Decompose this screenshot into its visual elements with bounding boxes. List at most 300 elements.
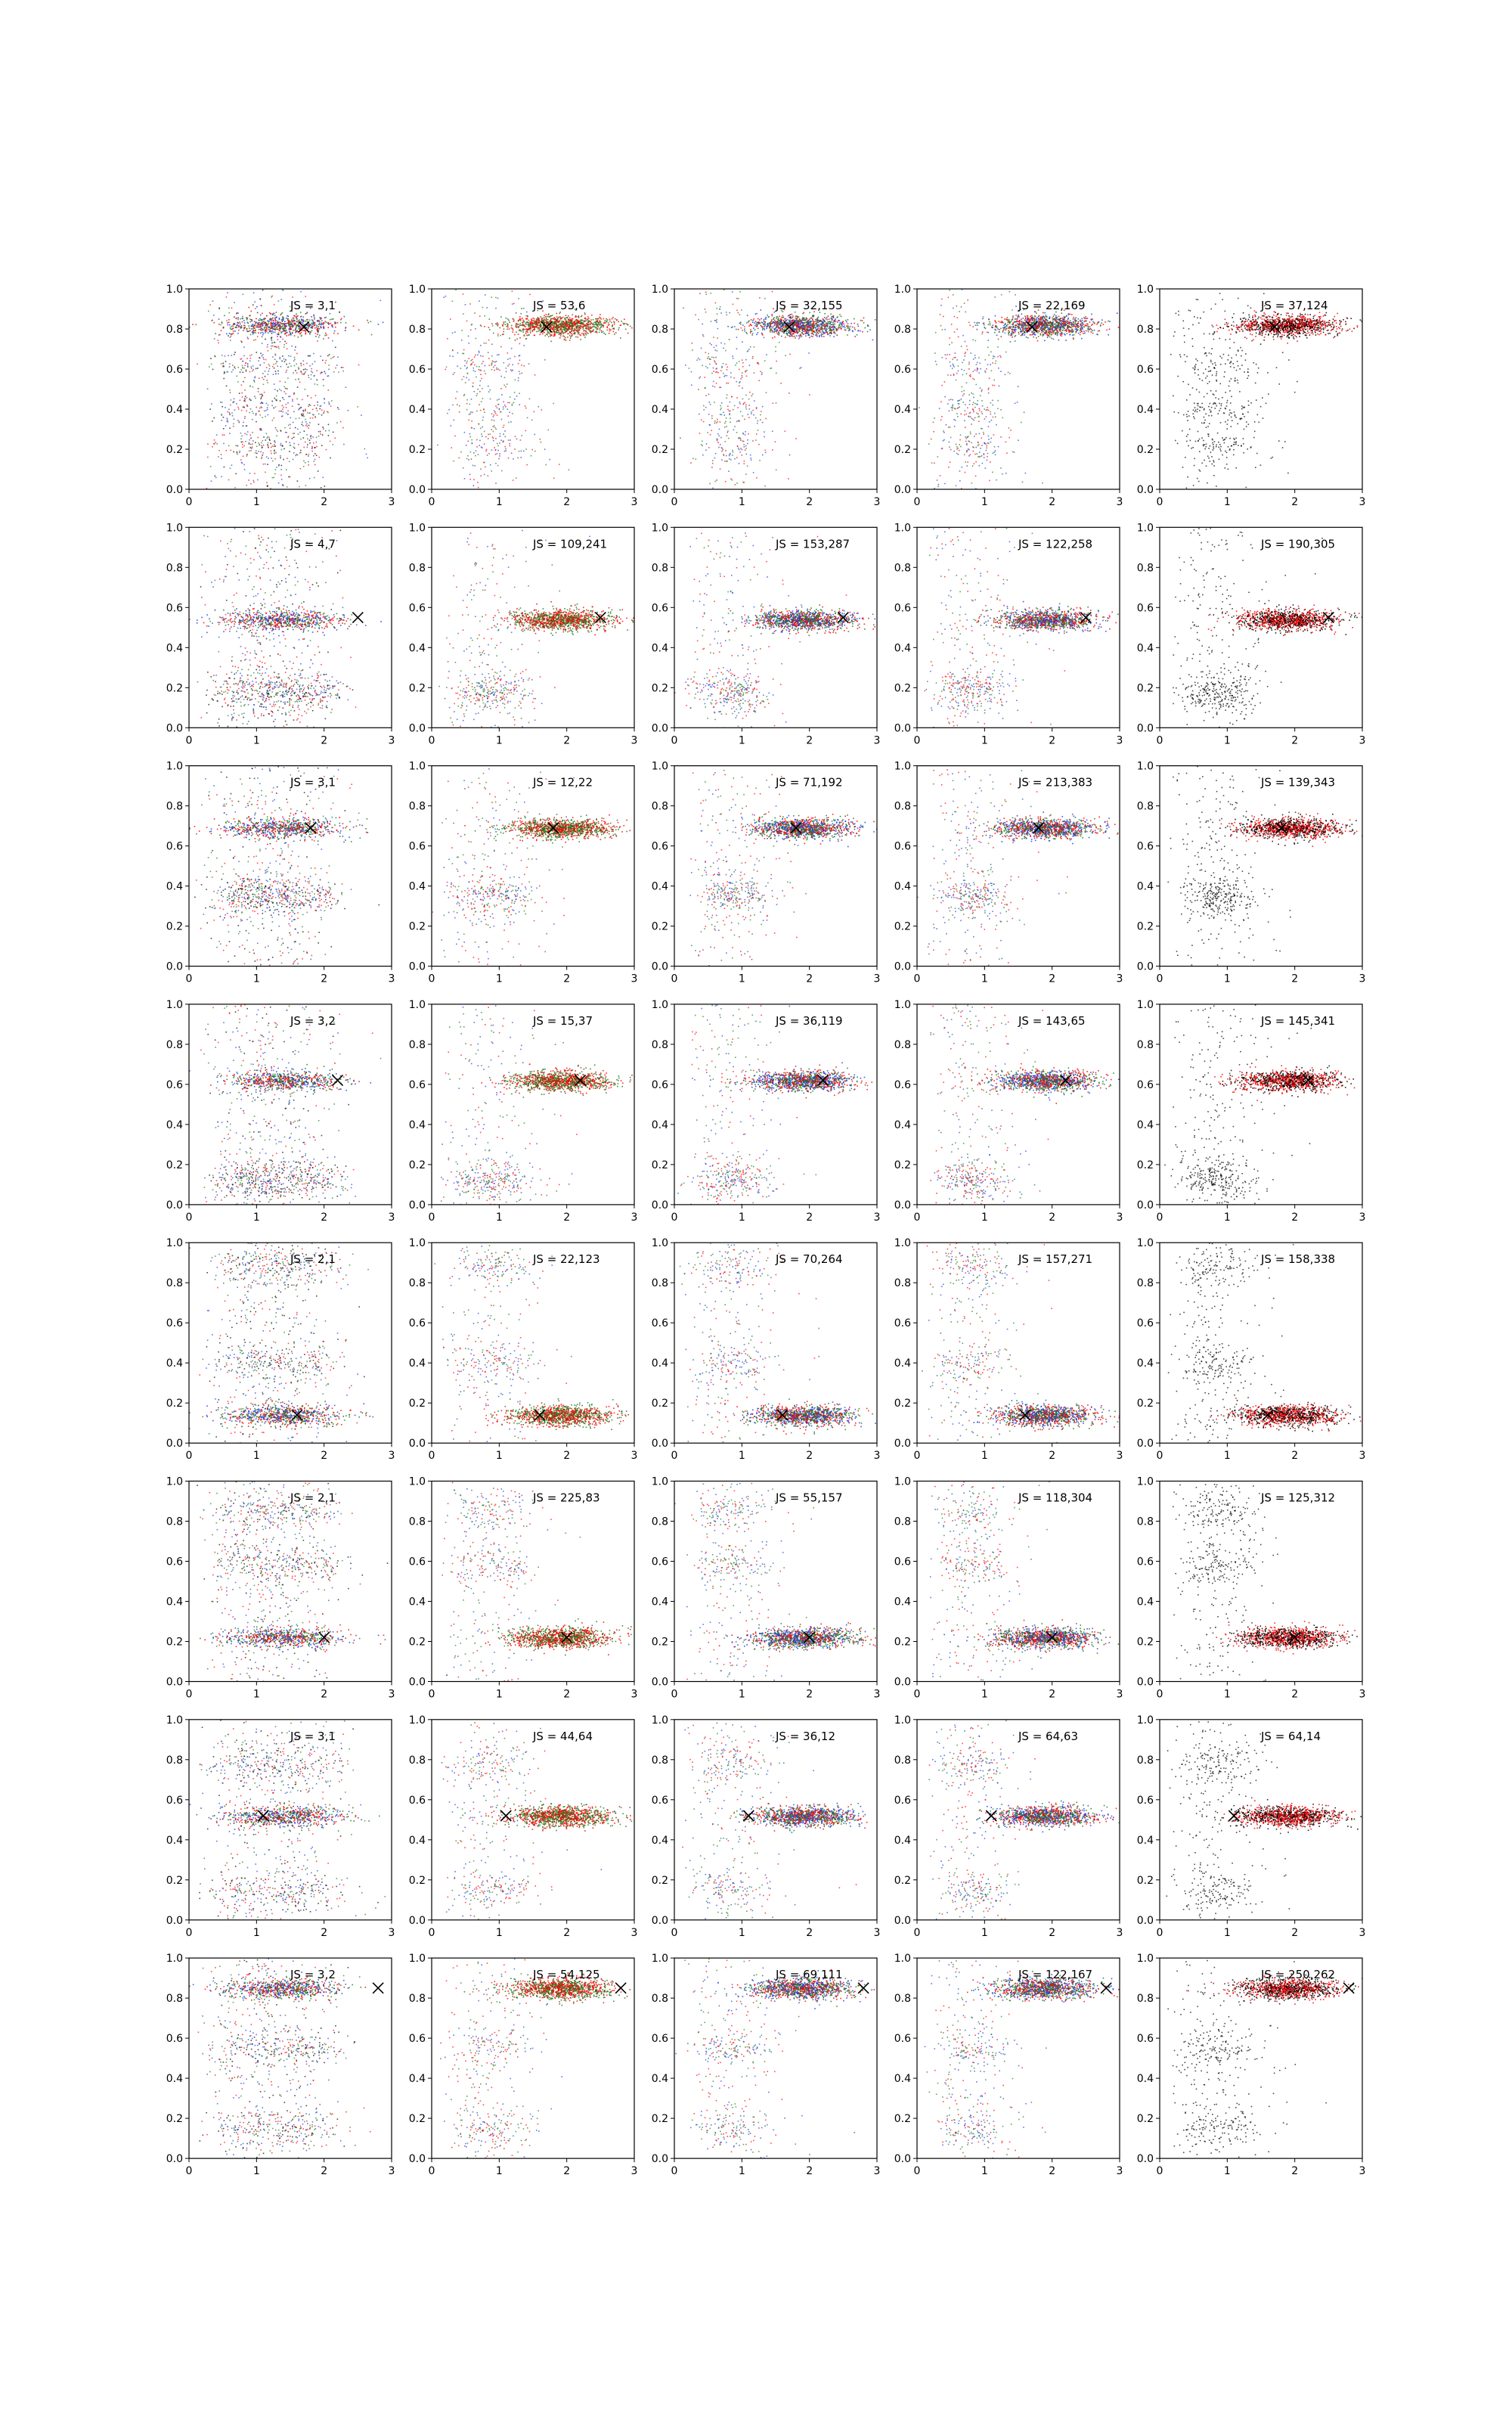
scatter-points: [189, 289, 383, 490]
axes-frame: [674, 1481, 877, 1682]
js-annotation: JS = 213,383: [1018, 776, 1092, 790]
x-tick-label: 1: [496, 734, 503, 746]
x-tick-label: 2: [1291, 1689, 1298, 1701]
x-tick-label: 3: [1359, 734, 1366, 746]
scatter-panel-r4-c1: [166, 999, 395, 1224]
y-tick-label: 0.8: [894, 1516, 911, 1528]
x-tick-label: 0: [1157, 496, 1163, 508]
axes-frame: [1160, 1958, 1362, 2158]
y-tick-label: 0.4: [1137, 404, 1154, 416]
y-tick-label: 0.0: [894, 2153, 911, 2165]
y-tick-label: 0.4: [166, 881, 183, 893]
x-tick-label: 0: [1157, 1927, 1163, 1939]
js-annotation: JS = 71,192: [775, 776, 843, 790]
y-tick-label: 0.6: [894, 1795, 911, 1807]
y-tick-label: 0.4: [1137, 642, 1154, 654]
y-tick-label: 1.0: [1137, 1476, 1154, 1488]
y-tick-label: 0.2: [166, 2113, 183, 2125]
js-annotation: JS = 190,305: [1260, 537, 1335, 551]
y-tick-label: 1.0: [409, 1953, 426, 1965]
y-tick-label: 0.0: [166, 1438, 183, 1450]
scatter-points: [1173, 1484, 1358, 1682]
y-tick-label: 0.0: [652, 1438, 668, 1450]
y-tick-label: 0.4: [166, 642, 183, 654]
axes-frame: [674, 289, 877, 489]
y-tick-label: 1.0: [652, 1476, 668, 1488]
y-tick-label: 1.0: [652, 1714, 668, 1727]
y-tick-label: 1.0: [894, 761, 911, 773]
x-tick-label: 2: [1049, 734, 1055, 746]
y-tick-label: 0.2: [1137, 921, 1154, 933]
scatter-points: [925, 528, 1121, 728]
x-tick-label: 1: [1224, 734, 1231, 746]
y-tick-label: 0.8: [894, 1993, 911, 2005]
x-tick-label: 2: [1049, 1450, 1055, 1462]
y-tick-label: 0.6: [1137, 364, 1154, 376]
x-tick-label: 0: [429, 1212, 435, 1224]
axes-frame: [189, 527, 392, 728]
y-tick-label: 0.0: [409, 1677, 426, 1689]
y-tick-label: 0.4: [166, 1119, 183, 1131]
x-tick-label: 1: [739, 1450, 745, 1462]
y-tick-label: 0.4: [409, 1835, 426, 1847]
x-tick-label: 2: [1049, 1927, 1055, 1939]
scatter-panel-r3-c4: [894, 761, 1123, 985]
scatter-panel-r8-c2: [409, 1953, 638, 2177]
axes-frame: [917, 1720, 1120, 1920]
y-tick-label: 0.6: [409, 1079, 426, 1091]
y-tick-label: 0.4: [652, 1357, 668, 1370]
y-tick-label: 0.4: [1137, 1119, 1154, 1131]
js-annotation: JS = 2,1: [290, 1491, 336, 1505]
y-tick-label: 0.8: [652, 1516, 668, 1528]
y-tick-label: 1.0: [409, 522, 426, 534]
y-tick-label: 0.2: [409, 1398, 426, 1410]
y-tick-label: 0.8: [894, 801, 911, 813]
y-tick-label: 0.4: [894, 1835, 911, 1847]
y-tick-label: 0.8: [652, 1277, 668, 1289]
y-tick-label: 0.2: [1137, 1398, 1154, 1410]
y-tick-label: 0.8: [409, 1993, 426, 2005]
x-tick-label: 1: [1224, 496, 1231, 508]
x-tick-label: 1: [496, 973, 503, 985]
x-tick-label: 3: [874, 496, 881, 508]
y-tick-label: 0.6: [166, 841, 183, 853]
scatter-panel-r2-c4: [894, 522, 1123, 746]
y-tick-label: 0.0: [894, 1438, 911, 1450]
axes-frame: [1160, 766, 1362, 966]
scatter-panel-r6-c5: [1137, 1476, 1366, 1701]
y-tick-label: 0.2: [1137, 444, 1154, 456]
scatter-points: [190, 1720, 386, 1921]
x-marker: [500, 1810, 511, 1821]
js-annotation: JS = 22,169: [1018, 299, 1086, 312]
scatter-panel-r7-c5: [1137, 1714, 1366, 1939]
x-tick-label: 3: [1117, 1450, 1123, 1462]
y-tick-label: 0.2: [652, 682, 668, 694]
y-tick-label: 0.8: [166, 1993, 183, 2005]
x-tick-label: 3: [389, 1212, 395, 1224]
y-tick-label: 0.2: [894, 1637, 911, 1649]
js-annotation: JS = 54,125: [532, 1968, 600, 1981]
x-marker: [1228, 1810, 1239, 1821]
y-tick-label: 0.8: [894, 1039, 911, 1051]
y-tick-label: 0.6: [894, 602, 911, 614]
x-tick-label: 0: [671, 1927, 678, 1939]
y-tick-label: 0.2: [166, 1398, 183, 1410]
x-tick-label: 3: [631, 496, 638, 508]
y-tick-label: 0.4: [652, 1596, 668, 1609]
js-annotation: JS = 122,167: [1018, 1968, 1092, 1981]
scatter-points: [189, 528, 382, 729]
y-tick-label: 1.0: [894, 1953, 911, 1965]
x-tick-label: 0: [429, 734, 435, 746]
y-tick-label: 1.0: [409, 761, 426, 773]
y-tick-label: 0.4: [166, 1357, 183, 1370]
y-tick-label: 0.8: [1137, 324, 1154, 336]
x-tick-label: 2: [321, 734, 327, 746]
y-tick-label: 0.8: [409, 562, 426, 574]
y-tick-label: 0.0: [652, 1677, 668, 1689]
y-tick-label: 0.0: [1137, 1915, 1154, 1927]
y-tick-label: 0.0: [166, 1677, 183, 1689]
x-tick-label: 3: [1117, 1927, 1123, 1939]
x-tick-label: 2: [1049, 973, 1055, 985]
x-tick-label: 0: [186, 2165, 193, 2177]
x-tick-label: 2: [321, 2165, 327, 2177]
x-tick-label: 1: [253, 734, 260, 746]
y-tick-label: 0.6: [652, 602, 668, 614]
x-tick-label: 3: [631, 1689, 638, 1701]
js-annotation: JS = 53,6: [532, 299, 585, 312]
x-tick-label: 2: [806, 734, 813, 746]
y-tick-label: 0.8: [1137, 562, 1154, 574]
y-tick-label: 0.2: [409, 1637, 426, 1649]
js-annotation: JS = 69,111: [775, 1968, 843, 1981]
x-tick-label: 3: [1117, 734, 1123, 746]
x-tick-label: 2: [563, 496, 570, 508]
js-annotation: JS = 122,258: [1018, 537, 1092, 551]
x-tick-label: 2: [1291, 1927, 1298, 1939]
y-tick-label: 0.0: [166, 2153, 183, 2165]
scatter-panel-r5-c4: [894, 1237, 1123, 1462]
x-tick-label: 0: [1157, 734, 1163, 746]
y-tick-label: 0.4: [894, 881, 911, 893]
scatter-panel-r7-c1: [166, 1714, 395, 1939]
y-tick-label: 0.8: [1137, 1277, 1154, 1289]
y-tick-label: 0.0: [166, 722, 183, 734]
scatter-panel-r8-c3: [652, 1953, 881, 2177]
y-tick-label: 0.4: [652, 1119, 668, 1131]
x-tick-label: 3: [1117, 1212, 1123, 1224]
x-tick-label: 1: [739, 734, 745, 746]
y-tick-label: 0.8: [409, 1039, 426, 1051]
scatter-points: [189, 1958, 393, 2159]
x-tick-label: 2: [563, 2165, 570, 2177]
x-tick-label: 3: [631, 1450, 638, 1462]
js-annotation: JS = 64,63: [1018, 1730, 1078, 1743]
scatter-points: [928, 1720, 1120, 1922]
x-tick-label: 2: [806, 2165, 813, 2177]
scatter-points: [674, 532, 878, 728]
y-tick-label: 0.0: [409, 484, 426, 496]
x-tick-label: 1: [981, 734, 988, 746]
y-tick-label: 0.8: [166, 1039, 183, 1051]
y-tick-label: 0.8: [409, 801, 426, 813]
x-tick-label: 0: [671, 1689, 678, 1701]
y-tick-label: 1.0: [1137, 1237, 1154, 1249]
scatter-panel-r8-c5: [1137, 1953, 1366, 2177]
scatter-panel-r6-c3: [652, 1476, 881, 1701]
scatter-points: [189, 1004, 381, 1206]
x-tick-label: 2: [321, 1689, 327, 1701]
y-tick-label: 0.8: [409, 1277, 426, 1289]
y-tick-label: 0.4: [652, 2073, 668, 2085]
js-annotation: JS = 36,12: [775, 1730, 835, 1743]
y-tick-label: 0.8: [894, 324, 911, 336]
y-tick-label: 0.6: [894, 364, 911, 376]
js-annotation: JS = 3,1: [290, 1730, 336, 1743]
scatter-panel-r5-c5: [1137, 1237, 1366, 1462]
x-tick-label: 2: [806, 496, 813, 508]
y-tick-label: 0.0: [409, 961, 426, 973]
x-tick-label: 1: [1224, 1927, 1231, 1939]
js-annotation: JS = 64,14: [1260, 1730, 1321, 1743]
x-tick-label: 2: [1049, 2165, 1055, 2177]
x-tick-label: 1: [981, 1689, 988, 1701]
scatter-panel-r1-c2: [409, 284, 638, 508]
x-tick-label: 3: [1359, 1212, 1366, 1224]
y-tick-label: 1.0: [1137, 284, 1154, 296]
y-tick-label: 0.6: [894, 1079, 911, 1091]
scatter-points: [432, 768, 635, 966]
axes-frame: [917, 1958, 1120, 2158]
y-tick-label: 0.6: [166, 1317, 183, 1329]
scatter-points: [1173, 528, 1363, 728]
x-tick-label: 3: [389, 734, 395, 746]
y-tick-label: 1.0: [166, 1476, 183, 1488]
y-tick-label: 0.8: [652, 562, 668, 574]
x-tick-label: 2: [1291, 1212, 1298, 1224]
y-tick-label: 1.0: [409, 1237, 426, 1249]
y-tick-label: 0.2: [409, 1159, 426, 1171]
js-annotation: JS = 153,287: [775, 537, 850, 551]
y-tick-label: 0.2: [652, 1398, 668, 1410]
x-tick-label: 0: [1157, 1450, 1163, 1462]
scatter-points: [930, 1481, 1121, 1681]
scatter-points: [189, 1243, 393, 1444]
scatter-panel-r2-c3: [652, 522, 881, 746]
y-tick-label: 1.0: [166, 1237, 183, 1249]
x-tick-label: 1: [981, 496, 988, 508]
y-tick-label: 0.2: [409, 2113, 426, 2125]
axes-frame: [432, 1004, 634, 1205]
x-tick-label: 3: [1117, 2165, 1123, 2177]
y-tick-label: 0.2: [894, 921, 911, 933]
js-annotation: JS = 125,312: [1260, 1491, 1335, 1505]
js-annotation: JS = 3,1: [290, 299, 336, 312]
y-tick-label: 0.0: [1137, 961, 1154, 973]
y-tick-label: 0.2: [166, 682, 183, 694]
x-tick-label: 2: [1291, 1450, 1298, 1462]
scatter-points: [674, 1483, 878, 1681]
x-tick-label: 0: [429, 1927, 435, 1939]
js-annotation: JS = 118,304: [1018, 1491, 1092, 1505]
x-tick-label: 1: [253, 1689, 260, 1701]
axes-frame: [917, 289, 1120, 489]
scatter-points: [925, 1960, 1121, 2158]
y-tick-label: 0.2: [1137, 1875, 1154, 1887]
x-tick-label: 0: [186, 1927, 193, 1939]
y-tick-label: 0.2: [894, 444, 911, 456]
y-tick-label: 0.0: [1137, 1199, 1154, 1212]
x-tick-label: 1: [253, 1450, 260, 1462]
x-tick-label: 2: [1291, 734, 1298, 746]
y-tick-label: 0.6: [652, 1795, 668, 1807]
x-marker: [858, 1983, 869, 1993]
scatter-points: [437, 290, 633, 489]
x-tick-label: 3: [389, 1689, 395, 1701]
x-tick-label: 0: [914, 973, 921, 985]
x-tick-label: 3: [1117, 973, 1123, 985]
scatter-panel-r4-c4: [894, 999, 1123, 1224]
x-tick-label: 1: [253, 1212, 260, 1224]
scatter-panel-r6-c4: [894, 1476, 1123, 1701]
x-tick-label: 0: [914, 1450, 921, 1462]
x-tick-label: 0: [914, 1927, 921, 1939]
y-tick-label: 0.6: [894, 1317, 911, 1329]
x-tick-label: 3: [1117, 496, 1123, 508]
x-tick-label: 0: [1157, 1212, 1163, 1224]
y-tick-label: 0.2: [894, 1398, 911, 1410]
y-tick-label: 1.0: [166, 999, 183, 1011]
scatter-points: [680, 1243, 878, 1442]
y-tick-label: 0.4: [1137, 1835, 1154, 1847]
scatter-points: [441, 1005, 636, 1205]
y-tick-label: 0.6: [652, 2033, 668, 2045]
y-tick-label: 0.4: [894, 1119, 911, 1131]
x-tick-label: 0: [914, 1212, 921, 1224]
y-tick-label: 0.4: [166, 404, 183, 416]
y-tick-label: 0.6: [652, 1317, 668, 1329]
scatter-panel-r8-c4: [894, 1953, 1123, 2177]
x-tick-label: 1: [253, 1927, 260, 1939]
js-annotation: JS = 250,262: [1260, 1968, 1335, 1981]
y-tick-label: 0.8: [166, 1277, 183, 1289]
y-tick-label: 0.6: [1137, 841, 1154, 853]
y-tick-label: 0.0: [652, 2153, 668, 2165]
x-tick-label: 0: [914, 2165, 921, 2177]
x-tick-label: 0: [671, 734, 678, 746]
x-tick-label: 0: [671, 1212, 678, 1224]
js-annotation: JS = 2,1: [290, 1252, 336, 1266]
js-annotation: JS = 145,341: [1260, 1014, 1335, 1028]
y-tick-label: 0.8: [1137, 1516, 1154, 1528]
y-tick-label: 0.6: [1137, 1795, 1154, 1807]
y-tick-label: 1.0: [166, 1953, 183, 1965]
y-tick-label: 0.4: [894, 1357, 911, 1370]
x-tick-label: 2: [563, 973, 570, 985]
y-tick-label: 1.0: [1137, 1714, 1154, 1727]
x-tick-label: 3: [874, 1689, 881, 1701]
y-tick-label: 1.0: [166, 761, 183, 773]
y-tick-label: 1.0: [652, 284, 668, 296]
y-tick-label: 0.6: [409, 1795, 426, 1807]
x-tick-label: 0: [914, 734, 921, 746]
y-tick-label: 0.8: [409, 324, 426, 336]
x-tick-label: 1: [739, 2165, 745, 2177]
y-tick-label: 0.2: [1137, 1637, 1154, 1649]
y-tick-label: 1.0: [652, 1237, 668, 1249]
scatter-panel-r6-c1: [166, 1476, 395, 1701]
y-tick-label: 1.0: [652, 761, 668, 773]
x-tick-label: 3: [874, 1212, 881, 1224]
x-tick-label: 1: [496, 1689, 503, 1701]
y-tick-label: 0.2: [652, 1637, 668, 1649]
y-tick-label: 0.6: [166, 1556, 183, 1568]
y-tick-label: 0.6: [652, 1079, 668, 1091]
scatter-panel-r1-c1: [166, 284, 395, 508]
y-tick-label: 0.8: [166, 801, 183, 813]
y-tick-label: 0.2: [652, 1159, 668, 1171]
x-tick-label: 1: [496, 1212, 503, 1224]
x-tick-label: 0: [1157, 973, 1163, 985]
js-annotation: JS = 12,22: [532, 776, 593, 790]
x-tick-label: 0: [671, 496, 678, 508]
axes-frame: [917, 1243, 1120, 1443]
scatter-points: [1164, 1004, 1363, 1205]
x-tick-label: 0: [429, 1689, 435, 1701]
x-tick-label: 1: [496, 1927, 503, 1939]
x-tick-label: 0: [1157, 1689, 1163, 1701]
y-tick-label: 0.8: [1137, 1039, 1154, 1051]
y-tick-label: 0.0: [409, 1199, 426, 1212]
x-tick-label: 0: [186, 496, 193, 508]
x-tick-label: 2: [1049, 1212, 1055, 1224]
scatter-panel-r5-c1: [166, 1237, 395, 1462]
js-annotation: JS = 44,64: [532, 1730, 593, 1743]
y-tick-label: 0.2: [1137, 2113, 1154, 2125]
y-tick-label: 1.0: [166, 284, 183, 296]
scatter-panel-r4-c3: [652, 999, 881, 1224]
x-tick-label: 2: [806, 1212, 813, 1224]
scatter-panel-r2-c5: [1137, 522, 1366, 746]
x-tick-label: 3: [1359, 1927, 1366, 1939]
scatter-points: [919, 289, 1120, 489]
y-tick-label: 1.0: [409, 999, 426, 1011]
y-tick-label: 0.6: [652, 1556, 668, 1568]
x-tick-label: 1: [981, 1927, 988, 1939]
y-tick-label: 0.8: [166, 1754, 183, 1767]
y-tick-label: 0.4: [652, 881, 668, 893]
y-tick-label: 0.4: [894, 404, 911, 416]
axes-frame: [917, 766, 1120, 966]
axes-frame: [1160, 1004, 1362, 1205]
scatter-points: [675, 1959, 878, 2159]
x-tick-label: 2: [1049, 496, 1055, 508]
y-tick-label: 0.4: [409, 1357, 426, 1370]
scatter-panel-r3-c5: [1137, 761, 1366, 985]
y-tick-label: 0.8: [894, 562, 911, 574]
y-tick-label: 0.8: [894, 1754, 911, 1767]
scatter-panel-r4-c5: [1137, 999, 1366, 1224]
x-tick-label: 0: [671, 973, 678, 985]
x-tick-label: 1: [981, 973, 988, 985]
x-tick-label: 3: [631, 2165, 638, 2177]
scatter-points: [917, 769, 1121, 966]
x-tick-label: 1: [253, 496, 260, 508]
x-tick-label: 2: [806, 1450, 813, 1462]
